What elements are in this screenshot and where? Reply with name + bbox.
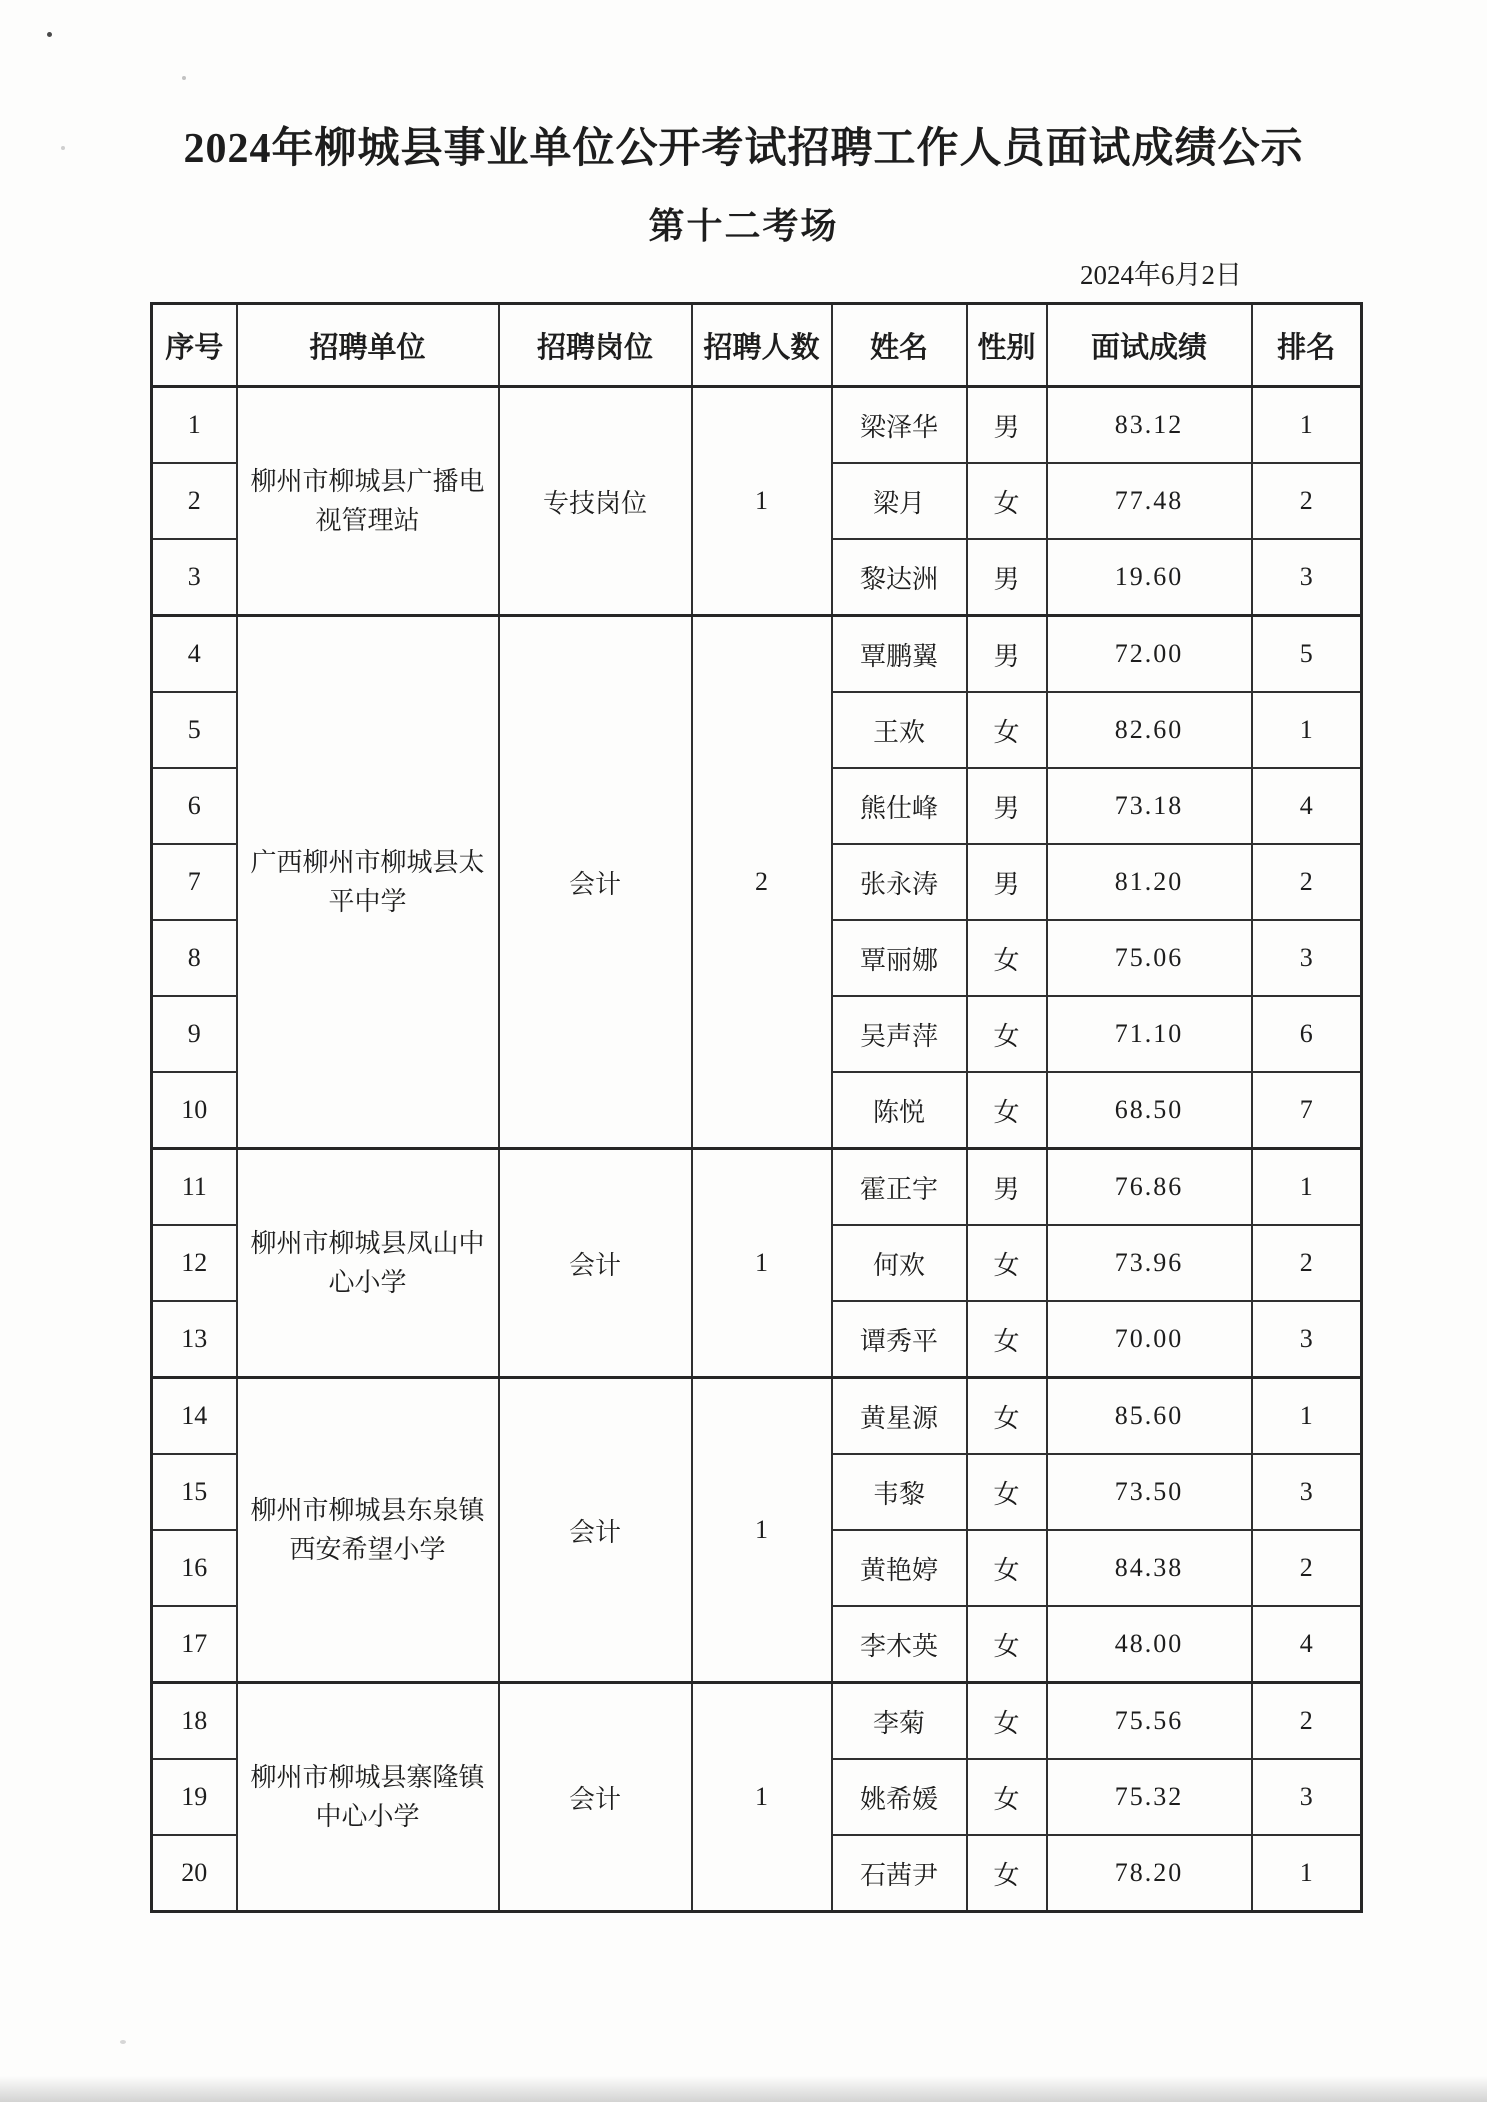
headcount-cell: 1: [692, 1378, 832, 1683]
gender-cell: 女: [967, 1759, 1047, 1835]
interview-score-cell: 77.48: [1047, 463, 1252, 539]
serial-number-cell: 5: [152, 692, 237, 768]
candidate-name-cell: 黎达洲: [832, 539, 967, 616]
recruiting-unit-cell: 广西柳州市柳城县太平中学: [237, 616, 499, 1149]
interview-results-table: [150, 302, 1363, 1913]
candidate-name-cell: 李木英: [832, 1606, 967, 1683]
candidate-name-cell: 姚希媛: [832, 1759, 967, 1835]
interview-score-cell: 19.60: [1047, 539, 1252, 616]
serial-number-cell: 9: [152, 996, 237, 1072]
document-date: 2024年6月2日: [1080, 260, 1242, 290]
table-row: [152, 1149, 1362, 1226]
serial-number-cell: 19: [152, 1759, 237, 1835]
interview-score-cell: 76.86: [1047, 1149, 1252, 1226]
rank-cell: 2: [1252, 1225, 1362, 1301]
page-title: 2024年柳城县事业单位公开考试招聘工作人员面试成绩公示: [183, 126, 1304, 172]
interview-score-cell: 68.50: [1047, 1072, 1252, 1149]
table-row: [152, 616, 1362, 693]
gender-cell: 女: [967, 1378, 1047, 1455]
candidate-name-cell: 石茜尹: [832, 1835, 967, 1912]
column-header: 招聘人数: [692, 304, 832, 387]
candidate-name-cell: 熊仕峰: [832, 768, 967, 844]
interview-score-cell: 84.38: [1047, 1530, 1252, 1606]
gender-cell: 女: [967, 920, 1047, 996]
gender-cell: 男: [967, 539, 1047, 616]
serial-number-cell: 13: [152, 1301, 237, 1378]
interview-score-cell: 75.32: [1047, 1759, 1252, 1835]
exam-room-subtitle: 第十二考场: [648, 206, 839, 246]
rank-cell: 3: [1252, 1454, 1362, 1530]
column-header: 排名: [1252, 304, 1362, 387]
gender-cell: 女: [967, 692, 1047, 768]
gender-cell: 女: [967, 996, 1047, 1072]
rank-cell: 7: [1252, 1072, 1362, 1149]
serial-number-cell: 17: [152, 1606, 237, 1683]
scan-artifact-dot: [182, 76, 186, 80]
rank-cell: 2: [1252, 844, 1362, 920]
serial-number-cell: 11: [152, 1149, 237, 1226]
gender-cell: 男: [967, 768, 1047, 844]
gender-cell: 女: [967, 1454, 1047, 1530]
table-row: [152, 1378, 1362, 1455]
rank-cell: 3: [1252, 1759, 1362, 1835]
headcount-cell: 1: [692, 1149, 832, 1378]
serial-number-cell: 16: [152, 1530, 237, 1606]
position-cell: 会计: [499, 1683, 692, 1912]
serial-number-cell: 18: [152, 1683, 237, 1760]
rank-cell: 4: [1252, 768, 1362, 844]
interview-score-cell: 70.00: [1047, 1301, 1252, 1378]
position-cell: 专技岗位: [499, 387, 692, 616]
interview-score-cell: 85.60: [1047, 1378, 1252, 1455]
rank-cell: 1: [1252, 1149, 1362, 1226]
serial-number-cell: 14: [152, 1378, 237, 1455]
gender-cell: 男: [967, 387, 1047, 464]
column-header: 招聘单位: [237, 304, 499, 387]
rank-cell: 5: [1252, 616, 1362, 693]
column-header: 性别: [967, 304, 1047, 387]
gender-cell: 男: [967, 844, 1047, 920]
column-header: 面试成绩: [1047, 304, 1252, 387]
gender-cell: 女: [967, 463, 1047, 539]
serial-number-cell: 8: [152, 920, 237, 996]
serial-number-cell: 3: [152, 539, 237, 616]
candidate-name-cell: 黄星源: [832, 1378, 967, 1455]
headcount-cell: 1: [692, 387, 832, 616]
rank-cell: 4: [1252, 1606, 1362, 1683]
candidate-name-cell: 覃鹏翼: [832, 616, 967, 693]
serial-number-cell: 1: [152, 387, 237, 464]
position-cell: 会计: [499, 616, 692, 1149]
rank-cell: 2: [1252, 463, 1362, 539]
serial-number-cell: 10: [152, 1072, 237, 1149]
interview-score-cell: 81.20: [1047, 844, 1252, 920]
recruiting-unit-cell: 柳州市柳城县广播电视管理站: [237, 387, 499, 616]
gender-cell: 女: [967, 1072, 1047, 1149]
scan-edge-shadow: [0, 2076, 1487, 2102]
gender-cell: 女: [967, 1301, 1047, 1378]
rank-cell: 3: [1252, 920, 1362, 996]
candidate-name-cell: 谭秀平: [832, 1301, 967, 1378]
interview-score-cell: 73.50: [1047, 1454, 1252, 1530]
interview-score-cell: 82.60: [1047, 692, 1252, 768]
rank-cell: 1: [1252, 1835, 1362, 1912]
interview-score-cell: 73.18: [1047, 768, 1252, 844]
gender-cell: 男: [967, 616, 1047, 693]
column-header: 序号: [152, 304, 237, 387]
rank-cell: 3: [1252, 539, 1362, 616]
table-header-row: [152, 304, 1362, 387]
candidate-name-cell: 覃丽娜: [832, 920, 967, 996]
candidate-name-cell: 张永涛: [832, 844, 967, 920]
scan-artifact-dot: [61, 146, 65, 150]
gender-cell: 女: [967, 1530, 1047, 1606]
gender-cell: 女: [967, 1606, 1047, 1683]
serial-number-cell: 7: [152, 844, 237, 920]
gender-cell: 女: [967, 1683, 1047, 1760]
candidate-name-cell: 韦黎: [832, 1454, 967, 1530]
rank-cell: 1: [1252, 387, 1362, 464]
serial-number-cell: 4: [152, 616, 237, 693]
column-header: 招聘岗位: [499, 304, 692, 387]
recruiting-unit-cell: 柳州市柳城县凤山中心小学: [237, 1149, 499, 1378]
serial-number-cell: 20: [152, 1835, 237, 1912]
headcount-cell: 2: [692, 616, 832, 1149]
candidate-name-cell: 李菊: [832, 1683, 967, 1760]
interview-score-cell: 75.06: [1047, 920, 1252, 996]
interview-score-cell: 71.10: [1047, 996, 1252, 1072]
interview-score-cell: 72.00: [1047, 616, 1252, 693]
rank-cell: 3: [1252, 1301, 1362, 1378]
candidate-name-cell: 吴声萍: [832, 996, 967, 1072]
interview-score-cell: 75.56: [1047, 1683, 1252, 1760]
candidate-name-cell: 梁月: [832, 463, 967, 539]
candidate-name-cell: 陈悦: [832, 1072, 967, 1149]
interview-score-cell: 78.20: [1047, 1835, 1252, 1912]
interview-score-cell: 73.96: [1047, 1225, 1252, 1301]
scan-artifact-dot: [47, 32, 52, 37]
column-header: 姓名: [832, 304, 967, 387]
rank-cell: 1: [1252, 692, 1362, 768]
position-cell: 会计: [499, 1149, 692, 1378]
candidate-name-cell: 黄艳婷: [832, 1530, 967, 1606]
rank-cell: 1: [1252, 1378, 1362, 1455]
gender-cell: 女: [967, 1225, 1047, 1301]
gender-cell: 男: [967, 1149, 1047, 1226]
serial-number-cell: 2: [152, 463, 237, 539]
candidate-name-cell: 何欢: [832, 1225, 967, 1301]
table-row: [152, 387, 1362, 464]
scan-artifact-dot: [120, 2040, 126, 2044]
candidate-name-cell: 霍正宇: [832, 1149, 967, 1226]
headcount-cell: 1: [692, 1683, 832, 1912]
serial-number-cell: 12: [152, 1225, 237, 1301]
rank-cell: 6: [1252, 996, 1362, 1072]
position-cell: 会计: [499, 1378, 692, 1683]
interview-score-cell: 83.12: [1047, 387, 1252, 464]
candidate-name-cell: 梁泽华: [832, 387, 967, 464]
table-row: [152, 1683, 1362, 1760]
recruiting-unit-cell: 柳州市柳城县东泉镇西安希望小学: [237, 1378, 499, 1683]
serial-number-cell: 15: [152, 1454, 237, 1530]
rank-cell: 2: [1252, 1530, 1362, 1606]
candidate-name-cell: 王欢: [832, 692, 967, 768]
rank-cell: 2: [1252, 1683, 1362, 1760]
interview-score-cell: 48.00: [1047, 1606, 1252, 1683]
recruiting-unit-cell: 柳州市柳城县寨隆镇中心小学: [237, 1683, 499, 1912]
serial-number-cell: 6: [152, 768, 237, 844]
gender-cell: 女: [967, 1835, 1047, 1912]
